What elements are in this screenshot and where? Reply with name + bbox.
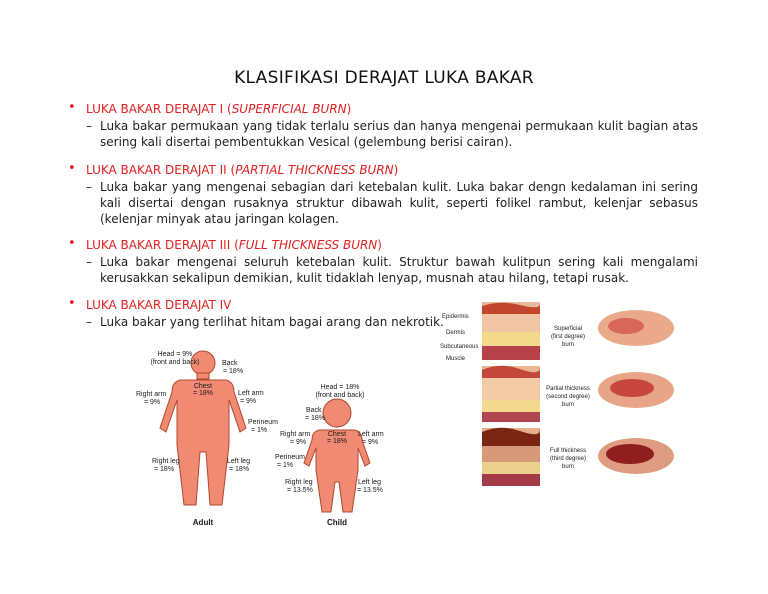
child-left-arm-label: Left arm <box>358 431 384 438</box>
adult-right-arm-value: = 9% <box>144 399 161 406</box>
child-right-arm-label: Right arm <box>280 431 311 438</box>
section-degree-4 <box>68 297 448 330</box>
section-heading: • LUKA BAKAR DERAJAT I (SUPERFICIAL BURN) <box>68 100 352 116</box>
section-description: – Luka bakar mengenai seluruh ketebalan kulit. Struktur bawah kulitpun sering kali mengalami kerusakkan sekalipun demikian, kulit tidaklah lenyap, musnah atau hilang, tetapi rusak. <box>86 255 698 285</box>
bullet-icon: • <box>68 100 76 115</box>
dash-icon: – <box>86 315 92 329</box>
page-title: KLASIFIKASI DERAJAT LUKA BAKAR <box>234 68 534 88</box>
child-perineum-label: Perineum <box>275 454 305 461</box>
section-heading: • LUKA BAKAR DERAJAT IV <box>68 296 232 312</box>
adult-head-label: Head = 9% <box>157 351 193 358</box>
muscle-label: Muscle <box>446 356 466 362</box>
adult-left-leg-value: = 18% <box>229 466 250 473</box>
adult-back-value: = 18% <box>223 368 244 375</box>
child-right-arm-value: = 9% <box>290 439 307 446</box>
adult-right-arm-label: Right arm <box>136 391 167 398</box>
bullet-icon: • <box>68 161 76 176</box>
epidermis-label: Epidermis <box>442 314 469 320</box>
skin-layer-illustrations <box>482 302 540 486</box>
section-description: – Luka bakar yang mengenai sebagian dari ketebalan kulit. Luka bakar dengn kedalaman ini sering kali disertai dengan rusaknya struktur dibawah kulit, seperti folikel rambut, kelenjar sebasus (kelenjar minyak atau jaringan kolagen. <box>86 180 698 226</box>
section-degree-2 <box>68 162 698 227</box>
subcutaneous-label: Subcutaneous <box>440 344 479 350</box>
adult-back-label: Back <box>222 360 238 367</box>
dash-icon: – <box>86 255 92 269</box>
bullet-icon: • <box>68 296 76 311</box>
adult-left-arm-label: Left arm <box>238 390 264 397</box>
section-description: – Luka bakar yang terlihat hitam bagai arang dan nekrotik. <box>86 315 444 329</box>
superficial-label-1: Superficial <box>553 326 583 332</box>
section-heading: • LUKA BAKAR DERAJAT II (PARTIAL THICKNESS BURN) <box>68 161 399 177</box>
child-right-leg-label: Right leg <box>285 479 313 486</box>
child-right-leg-value: = 13.5% <box>287 487 313 494</box>
section-degree-3 <box>68 237 698 286</box>
child-head-note: (front and back) <box>315 392 365 399</box>
child-chest-value: = 18% <box>326 438 348 445</box>
rule-of-nines-figure <box>130 340 410 540</box>
child-label: Child <box>327 518 347 527</box>
bullet-icon: • <box>68 236 76 251</box>
adult-left-arm-value: = 9% <box>240 398 257 405</box>
dash-icon: – <box>86 180 92 194</box>
child-left-leg-value: = 13.5% <box>357 487 383 494</box>
adult-head-note: (front and back) <box>150 359 200 366</box>
adult-right-leg-value: = 18% <box>154 466 175 473</box>
full-label-1: Full thickness <box>549 448 587 454</box>
child-left-arm-value: = 9% <box>362 439 379 446</box>
superficial-label-2: (first degree) <box>550 334 586 340</box>
adult-left-leg-label: Left leg <box>227 458 250 465</box>
section-description: – Luka bakar permukaan yang tidak terlalu serius dan hanya mengenai permukaan kulit bagian atas sering kali disertai pembentukkan Vesical (gelembung berisi cairan). <box>86 119 698 149</box>
dermis-label: Dermis <box>446 330 465 336</box>
child-back-value: = 18% <box>305 415 326 422</box>
partial-label-2: (second degree) <box>546 394 590 400</box>
full-label-2: (third degree) <box>549 456 587 462</box>
child-chest-label: Chest <box>327 431 347 438</box>
section-degree-1 <box>68 101 698 150</box>
burn-depth-figure <box>440 300 680 492</box>
dash-icon: – <box>86 119 92 133</box>
adult-label: Adult <box>192 518 214 527</box>
partial-label-1: Partial thickness <box>546 386 590 392</box>
child-left-leg-label: Left leg <box>358 479 381 486</box>
adult-perineum-label: Perineum <box>248 419 278 426</box>
partial-label-3: burn <box>561 402 575 408</box>
superficial-label-3: burn <box>561 342 575 348</box>
section-heading: • LUKA BAKAR DERAJAT III (FULL THICKNESS BURN) <box>68 236 382 252</box>
child-back-label: Back <box>306 407 322 414</box>
child-head-label: Head = 18% <box>320 384 360 391</box>
full-label-3: burn <box>561 464 575 470</box>
adult-chest-label: Chest <box>193 383 213 390</box>
adult-perineum-value: = 1% <box>251 427 268 434</box>
adult-right-leg-label: Right leg <box>152 458 180 465</box>
adult-chest-value: = 18% <box>192 390 214 397</box>
burned-hand-images <box>598 310 674 474</box>
child-perineum-value: = 1% <box>277 462 294 469</box>
